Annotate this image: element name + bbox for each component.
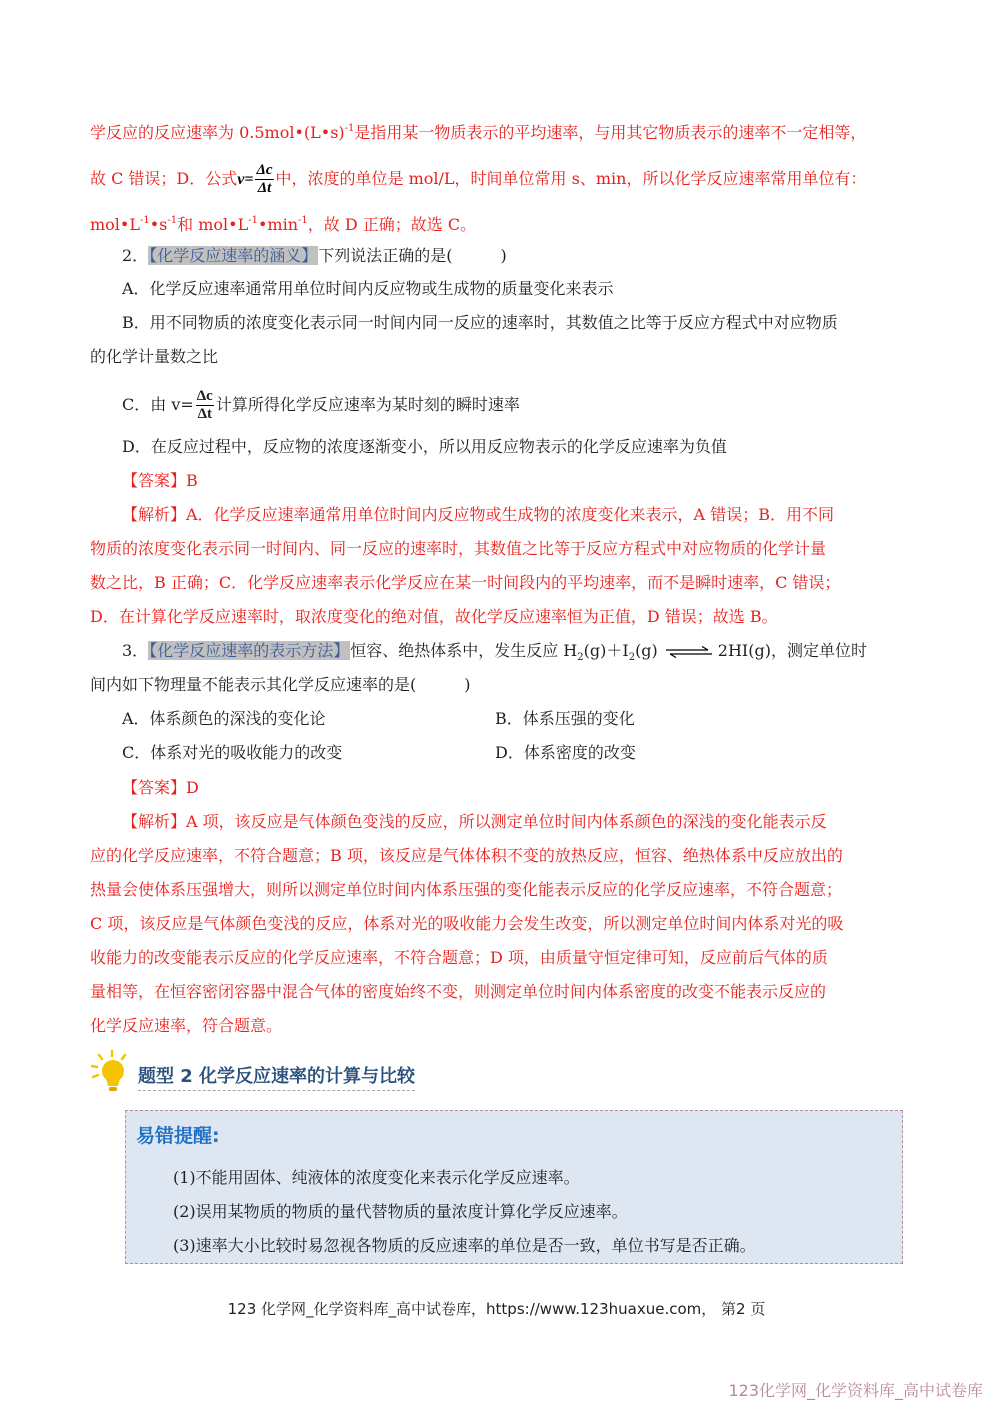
q2-analysis-line-3: 数之比，B 正确；C．化学反应速率表示化学反应在某一时间段内的平均速率，而不是瞬时速率，C 错误； [90,573,841,592]
numerator: Δc [196,388,213,404]
superscript: -1 [167,215,178,226]
question-topic-tag: 【化学反应速率的表示方法】 [149,641,350,660]
text: mol•L [90,215,140,234]
q2-option-b-line-2: 的化学计量数之比 [90,347,219,366]
text: 是指用某一物质表示的平均速率，与用其它物质表示的速率不一定相等， [354,123,867,142]
q3-option-a: A．体系颜色的深浅的变化论 [122,709,326,728]
question-topic-tag: 【化学反应速率的涵义】 [149,246,318,265]
question-3-stem [122,639,867,670]
analysis-continuation-line-2 [90,162,866,197]
q2-option-c [122,388,520,423]
text: •min [257,215,298,234]
tip-item-3: (3)速率大小比较时易忽视各物质的反应速率的单位是否一致，单位书写是否正确。 [173,1236,756,1255]
analysis-continuation-line-3 [90,209,476,237]
text: 计算所得化学反应速率为某时刻的瞬时速率 [215,395,520,414]
q3-option-c: C．体系对光的吸收能力的改变 [122,743,343,762]
q3-analysis-line-6: 量相等，在恒容密闭容器中混合气体的密度始终不变，则测定单位时间内体系密度的改变不能表示反应的 [90,982,827,1001]
page-footer: 123 化学网_化学资料库_高中试卷库，https://www.123huaxue.com， 第2 页 [227,1300,766,1318]
text: (g) [635,641,658,660]
tip-box-title: 易错提醒: [136,1125,220,1147]
fraction-delta-c-over-delta-t [255,162,273,197]
watermark: 123化学网_化学资料库_高中试卷库 [728,1381,983,1400]
subscript: 2 [577,652,584,663]
q3-option-d: D．体系密度的改变 [495,743,636,762]
equilibrium-arrow-icon [666,646,712,658]
fraction-delta-c-over-delta-t [196,388,214,423]
formula-v: v= [237,171,254,188]
question-number: 3． [122,641,149,660]
lightbulb-icon [90,1050,134,1094]
tip-item-2: (2)误用某物质的物质的量代替物质的量浓度计算化学反应速率。 [173,1202,628,1221]
common-mistakes-box [125,1110,903,1264]
q3-answer: 【答案】D [122,778,199,797]
superscript: -1 [344,123,355,134]
denominator: Δt [197,406,213,422]
section-title-text: 题型 2 化学反应速率的计算与比较 [138,1066,416,1087]
analysis-continuation-line-1 [90,117,866,145]
text: 学反应的反应速率为 0.5mol•(L•s) [90,123,345,142]
text: C．由 v= [122,395,194,414]
q2-option-a: A．化学反应速率通常用单位时间内反应物或生成物的质量变化来表示 [122,279,614,298]
tip-item-1: (1)不能用固体、纯液体的浓度变化来表示化学反应速率。 [173,1168,580,1187]
q3-analysis-line-4: C 项，该反应是气体颜色变浅的反应，体系对光的吸收能力会发生改变，所以测定单位时间内体系对光的吸 [90,914,844,933]
q2-analysis-line-1: 【解析】A．化学反应速率通常用单位时间内反应物或生成物的浓度变化来表示，A 错误；B．用不同 [122,505,834,524]
q2-analysis-line-2: 物质的浓度变化表示同一时间内、同一反应的速率时，其数值之比等于反应方程式中对应物质的化学计量 [90,539,827,558]
q3-analysis-line-7: 化学反应速率，符合题意。 [90,1016,283,1035]
superscript: -1 [139,215,150,226]
q3-analysis-line-1: 【解析】A 项，该反应是气体颜色变浅的反应，所以测定单位时间内体系颜色的深浅的变化能表示反 [122,812,827,831]
text: 恒容、绝热体系中，发生反应 H [350,641,578,660]
text: •s [149,215,168,234]
question-number: 2． [122,246,149,265]
text: 故 C 错误；D．公式 [90,169,238,188]
q3-option-b: B．体系压强的变化 [495,709,635,728]
subscript: 2 [628,652,636,663]
superscript: -1 [248,215,258,226]
q2-option-b-line-1: B．用不同物质的浓度变化表示同一时间内同一反应的速率时，其数值之比等于反应方程式中对应物质 [122,313,838,332]
section-title [138,1062,415,1091]
denominator: Δt [257,180,272,196]
q3-analysis-line-2: 应的化学反应速率，不符合题意；B 项，该反应是气体体积不变的放热反应，恒容、绝热体系中反应放出的 [90,846,843,865]
superscript: -1 [298,215,308,226]
q2-option-d: D．在反应过程中，反应物的浓度逐渐变小，所以用反应物表示的化学反应速率为负值 [122,437,727,456]
question-2-stem [122,244,507,268]
numerator: Δc [256,162,273,178]
q3-analysis-line-5: 收能力的改变能表示反应的化学反应速率，不符合题意；D 项，由质量守恒定律可知，反应前后气体的质 [90,948,828,967]
question-text: 下列说法正确的是( ) [318,246,507,265]
text: 2HI(g)，测定单位时 [717,641,867,660]
q2-analysis-line-4: D．在计算化学反应速率时，取浓度变化的绝对值，故化学反应速率恒为正值，D 错误；故选 B。 [90,607,778,626]
question-3-stem-line-2: 间内如下物理量不能表示其化学反应速率的是( ) [90,675,471,694]
q3-analysis-line-3: 热量会使体系压强增大，则所以测定单位时间内体系压强的变化能表示反应的化学反应速率，不符合题意； [90,880,843,899]
text: ，故 D 正确；故选 C。 [307,215,477,234]
text: 和 mol•L [177,215,249,234]
q2-answer: 【答案】B [122,471,198,490]
text: 中，浓度的单位是 mol/L，时间单位常用 s、min，所以化学反应速率常用单位有： [275,169,867,188]
text: (g)＋I [583,641,629,660]
